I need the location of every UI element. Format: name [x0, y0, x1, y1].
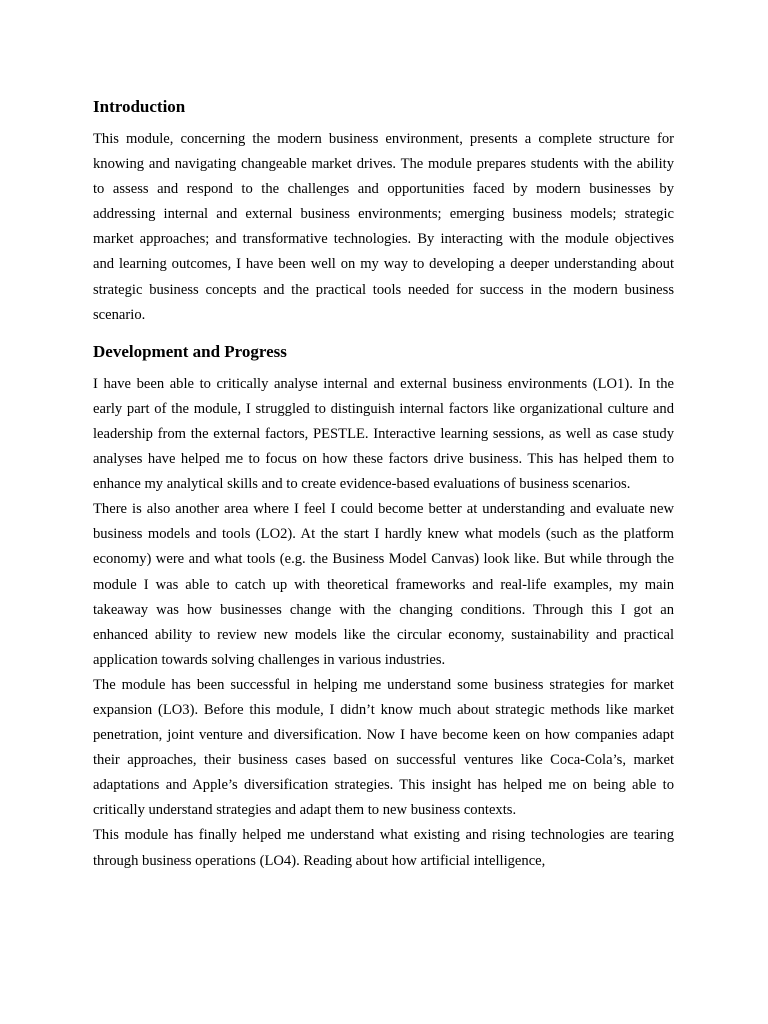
paragraph-lo3: The module has been successful in helping me understand some business strategies for market expansion (LO3). Before this module, I didn’t know much about strategic methods like market penetration, joint venture and diversification. Now I have become keen on how companies adapt their approaches, their business cases based on successful ventures like Coca-Cola’s, market adaptations and Apple’s diversification strategies. This insight has helped me on being able to critically understand strategies and adapt them to new business contexts. — [93, 676, 674, 819]
paragraph-lo2: There is also another area where I feel I could become better at understanding and evaluate new business models and tools (LO2). At the start I hardly knew what models (such as the platform economy) were and what tools (e.g. the Business Model Canvas) look like. But while through the module I was able to catch up with theoretical frameworks and real-life examples, my main takeaway was how businesses change with the changing conditions. Through this I got an enhanced ability to review new models like the circular economy, sustainability and practical application towards solving challenges in various industries. — [93, 501, 674, 668]
intro-paragraph: This module, concerning the modern business environment, presents a complete structure for knowing and navigating changeable market drives. The module prepares students with the ability to assess and respond to the challenges and opportunities faced by modern businesses by addressing internal and external business environments; emerging business models; strategic market approaches; and transformative technologies. By interacting with the module objectives and learning outcomes, I have been well on my way to developing a deeper understanding about strategic business concepts and the practical tools needed for success in the modern business scenario. — [93, 131, 674, 323]
paragraph-lo1: I have been able to critically analyse internal and external business environments (LO1). In the early part of the module, I struggled to distinguish internal factors like organizational culture and leadership from the external factors, PESTLE. Interactive learning sessions, as well as case study analyses have helped me to focus on how these factors drive business. This has helped them to enhance my analytical skills and to create evidence-based evaluations of business scenarios. — [93, 375, 674, 493]
heading-introduction: Introduction — [93, 97, 186, 116]
heading-development-and-progress: Development and Progress — [93, 341, 287, 361]
paragraph-lo4: This module has finally helped me understand what existing and rising technologies are tearing through business operations (LO4). Reading about how artificial intelligence, — [93, 827, 674, 869]
document-body — [93, 96, 674, 874]
